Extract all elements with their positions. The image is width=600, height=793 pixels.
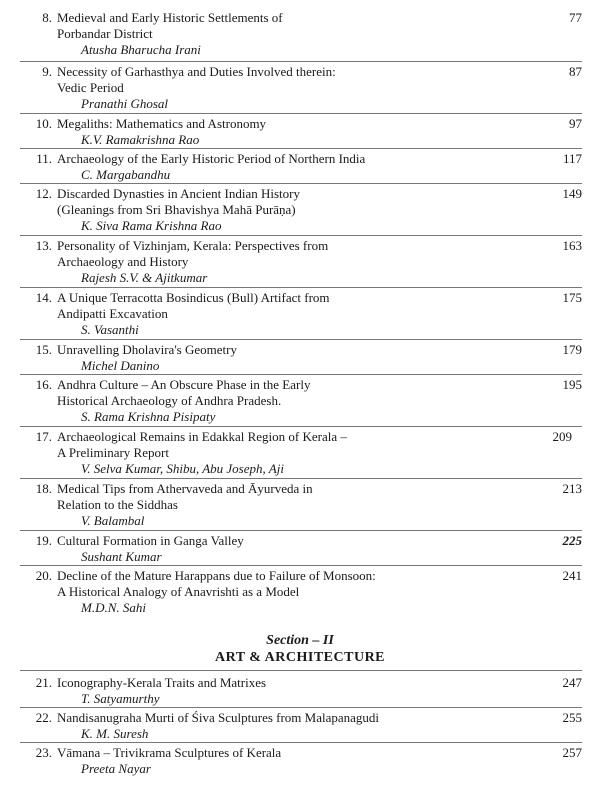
entry-page: 175 [562, 290, 582, 305]
entry-number: 21. [35, 675, 52, 690]
divider [20, 113, 582, 114]
toc-entry-10 [20, 116, 582, 148]
entry-author: M.D.N. Sahi [81, 600, 146, 615]
entry-page: 195 [562, 377, 582, 392]
entry-page: 213 [562, 481, 582, 496]
entry-author: K. M. Suresh [81, 726, 149, 741]
section-label: Section – II [266, 633, 334, 648]
entry-author: Rajesh S.V. & Ajitkumar [81, 270, 208, 285]
divider [20, 148, 582, 149]
divider [20, 426, 582, 427]
entry-number: 23. [35, 745, 52, 760]
toc-entry-16 [20, 377, 582, 425]
toc-entry-11 [20, 151, 582, 183]
toc-entry-22 [20, 710, 582, 742]
divider [20, 478, 582, 479]
entry-number: 22. [35, 710, 52, 725]
entry-title: Archaeological Remains in Edakkal Region of Kerala – A Preliminary Report [57, 429, 347, 460]
entry-author: V. Selva Kumar, Shibu, Abu Joseph, Aji [81, 461, 284, 476]
toc-entry-9 [20, 64, 582, 112]
entry-page: 209 [552, 429, 572, 444]
entry-page: 255 [562, 710, 582, 725]
toc-entry-21 [20, 675, 582, 707]
divider [20, 339, 582, 340]
entry-number: 17. [35, 429, 52, 444]
entry-title: Cultural Formation in Ganga Valley [57, 533, 244, 548]
entry-author: K. Siva Rama Krishna Rao [81, 218, 222, 233]
entry-number: 13. [35, 238, 52, 253]
entry-title: Necessity of Garhasthya and Duties Involved therein: Vedic Period [57, 64, 336, 95]
entry-author: Pranathi Ghosal [81, 96, 169, 111]
toc-entry-12 [20, 186, 582, 234]
entry-author: Preeta Nayar [81, 761, 151, 776]
entry-page: 87 [569, 64, 582, 79]
divider [20, 565, 582, 566]
entry-title: Megaliths: Mathematics and Astronomy [57, 116, 267, 131]
section-title: ART & ARCHITECTURE [214, 650, 386, 665]
entry-page: 225 [562, 533, 582, 548]
toc-entry-17 [20, 429, 582, 477]
divider [20, 235, 582, 236]
entry-title: A Unique Terracotta Bosindicus (Bull) Artifact from Andipatti Excavation [57, 290, 330, 321]
entry-title: Nandisanugraha Murti of Śiva Sculptures from Malapanagudi [57, 710, 380, 725]
entry-author: Michel Danino [81, 358, 160, 373]
entry-number: 14. [35, 290, 52, 305]
entry-author: S. Vasanthi [81, 322, 139, 337]
entry-author: Sushant Kumar [81, 549, 162, 564]
entry-number: 16. [35, 377, 52, 392]
entry-title: Decline of the Mature Harappans due to Failure of Monsoon: A Historical Analogy of Anavrishti as a Model [57, 568, 376, 599]
entry-number: 20. [35, 568, 52, 583]
divider [20, 530, 582, 531]
entry-number: 12. [35, 186, 52, 201]
divider [20, 61, 582, 62]
entry-page: 97 [569, 116, 582, 131]
entry-page: 117 [562, 151, 582, 166]
entry-page: 149 [562, 186, 582, 201]
entry-number: 15. [35, 342, 52, 357]
entry-title: Vāmana – Trivikrama Sculptures of Kerala [57, 745, 282, 760]
divider [20, 183, 582, 184]
toc-entry-13 [20, 238, 582, 286]
entry-title: Medieval and Early Historic Settlements of Porbandar District [57, 10, 283, 41]
entry-page: 247 [562, 675, 582, 690]
toc-entry-14 [20, 290, 582, 338]
divider [20, 742, 582, 743]
toc-entry-20 [20, 568, 582, 616]
entry-page: 163 [562, 238, 582, 253]
entry-author: K.V. Ramakrishna Rao [81, 132, 200, 147]
section-heading [0, 632, 600, 666]
entry-page: 257 [562, 745, 582, 760]
entry-number: 19. [35, 533, 52, 548]
entry-author: S. Rama Krishna Pisipaty [81, 409, 216, 424]
entry-title: Personality of Vizhinjam, Kerala: Perspectives from Archaeology and History [57, 238, 329, 269]
entry-number: 8. [42, 10, 52, 25]
divider [20, 374, 582, 375]
entry-title: Iconography-Kerala Traits and Matrixes [57, 675, 267, 690]
toc-entry-19 [20, 533, 582, 565]
entry-title: Archaeology of the Early Historic Period of Northern India [57, 151, 366, 166]
entry-page: 241 [562, 568, 582, 583]
entry-number: 18. [35, 481, 52, 496]
entry-title: Andhra Culture – An Obscure Phase in the Early Historical Archaeology of Andhra Pradesh. [57, 377, 311, 408]
entry-page: 179 [562, 342, 582, 357]
entry-author: Atusha Bharucha Irani [81, 42, 201, 57]
entry-author: V. Balambal [81, 513, 145, 528]
entry-page: 77 [569, 10, 582, 25]
entry-author: C. Margabandhu [81, 167, 171, 182]
toc-entry-15 [20, 342, 582, 374]
entry-number: 10. [35, 116, 52, 131]
toc-entry-8 [20, 10, 582, 58]
divider [20, 287, 582, 288]
toc-entry-18 [20, 481, 582, 529]
toc-entry-23 [20, 745, 582, 777]
entry-title: Unravelling Dholavira's Geometry [57, 342, 237, 357]
entry-author: T. Satyamurthy [81, 691, 160, 706]
divider [20, 670, 582, 671]
entry-number: 9. [42, 64, 52, 79]
entry-number: 11. [36, 151, 52, 166]
entry-title: Discarded Dynasties in Ancient Indian History (Gleanings from Sri Bhavishya Mahā Purāṇa) [57, 186, 300, 217]
entry-title: Medical Tips from Athervaveda and Āyurveda in Relation to the Siddhas [57, 481, 313, 512]
divider [20, 707, 582, 708]
